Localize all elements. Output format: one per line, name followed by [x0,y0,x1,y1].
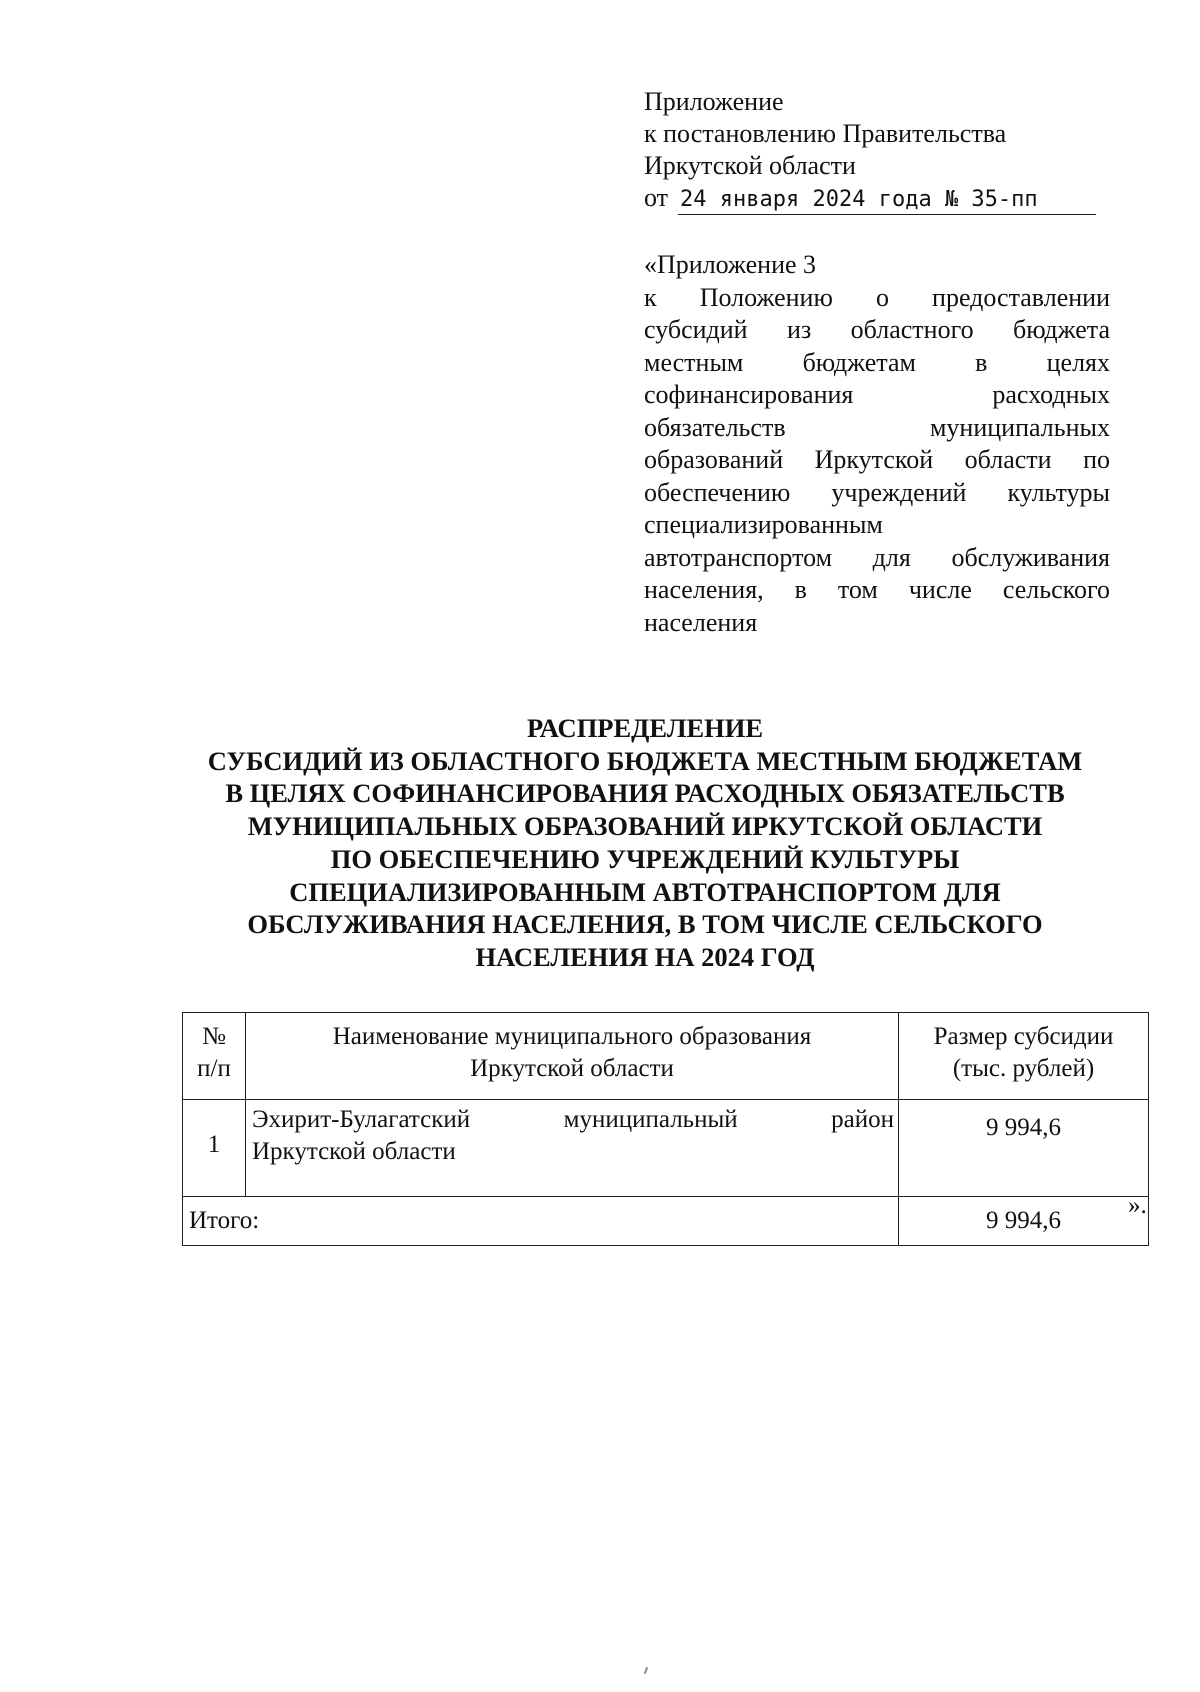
resolution-reference: к постановлению Правительства [644,119,1007,148]
municipality-name-line: Иркутской области [252,1138,456,1165]
annex-line: местным бюджетам в целях [644,347,1110,377]
annex-line: населения, в том числе сельского [644,575,1110,604]
appendix-label: Приложение [644,87,784,116]
date-prefix: от [644,183,669,212]
annex-line: софинансирования расходных [644,380,1110,409]
annex-line: «Приложение 3 [644,250,817,279]
title-line: НАСЕЛЕНИЯ НА 2024 ГОД [475,941,815,972]
title-line: ПО ОБЕСПЕЧЕНИЮ УЧРЕЖДЕНИЙ КУЛЬТУРЫ [330,843,960,874]
header-municipality [246,1013,899,1100]
document-title [150,712,1140,974]
annex-line: автотранспортом для обслуживания [644,542,1110,572]
header-number-symbol: № [202,1023,226,1050]
municipality-name-line: Эхирит-Булагатский муниципальный район [252,1106,894,1133]
annex-line: обязательств муниципальных [644,412,1110,442]
title-line: МУНИЦИПАЛЬНЫХ ОБРАЗОВАНИЙ ИРКУТСКОЙ ОБЛАСТИ [247,811,1043,842]
header-number [183,1013,246,1100]
row-number: 1 [183,1100,246,1197]
title-line: РАСПРЕДЕЛЕНИЕ [526,713,764,743]
subsidy-table-wrapper [182,1012,1149,1246]
total-amount: 9 994,6 [899,1197,1149,1246]
table-header-row [183,1013,1149,1100]
appendix-header [644,86,1104,215]
annex-line: населения [644,607,758,637]
header-subsidy-amount [899,1013,1149,1100]
header-amount-unit: (тыс. рублей) [952,1055,1095,1082]
header-municipality-line: Иркутской области [470,1055,674,1082]
header-number-abbr: п/п [197,1055,231,1082]
region-name: Иркутской области [644,151,856,180]
subsidy-table [182,1012,1149,1246]
row-municipality [246,1100,899,1197]
row-amount: 9 994,6 [899,1100,1149,1197]
title-line: СУБСИДИЙ ИЗ ОБЛАСТНОГО БЮДЖЕТА МЕСТНЫМ БЮДЖЕТАМ [207,745,1083,776]
header-municipality-line: Наименование муниципального образования [332,1023,812,1050]
annex-line: субсидий из областного бюджета [644,315,1110,344]
annex-line: обеспечению учреждений культуры [644,477,1110,507]
annex-reference [644,249,1110,639]
closing-quote: ». [1128,1192,1147,1219]
annex-line: специализированным [644,510,883,539]
total-label: Итого: [183,1197,899,1246]
header-amount-line: Размер субсидии [933,1023,1114,1050]
title-line: ОБСЛУЖИВАНИЯ НАСЕЛЕНИЯ, В ТОМ ЧИСЛЕ СЕЛЬСКОГО [247,909,1043,940]
date-line [644,182,1104,215]
table-row [183,1100,1149,1197]
scan-speck [644,1667,648,1674]
title-line: СПЕЦИАЛИЗИРОВАННЫМ АВТОТРАНСПОРТОМ ДЛЯ [289,876,1001,907]
date-value: 24 января 2024 года № 35-пп [678,186,1096,215]
annex-line: к Положению о предоставлении [644,282,1110,312]
table-total-row [183,1197,1149,1246]
annex-line: образований Иркутской области по [644,445,1110,474]
title-line: В ЦЕЛЯХ СОФИНАНСИРОВАНИЯ РАСХОДНЫХ ОБЯЗАТЕЛЬСТВ [225,778,1065,809]
